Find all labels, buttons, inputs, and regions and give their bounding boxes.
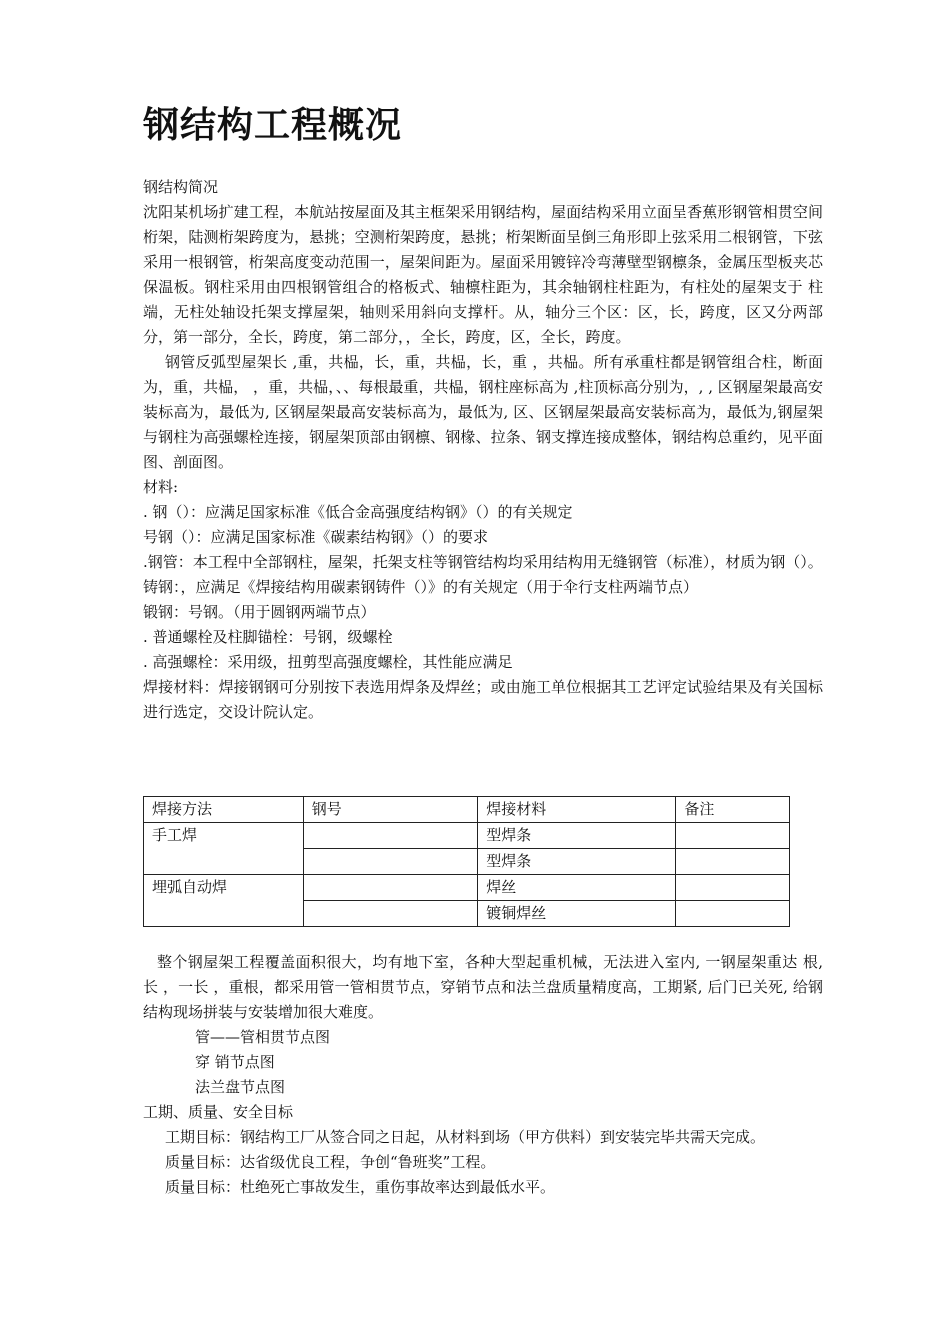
figure-caption: 穿 销节点图 xyxy=(195,1053,275,1071)
table-header-row xyxy=(144,797,790,823)
material-item: . 高强螺栓：采用级，扭剪型高强度螺栓，其性能应满足 xyxy=(143,653,513,671)
section-heading-overview: 钢结构简况 xyxy=(143,178,219,196)
figure-caption: 管——管相贯节点图 xyxy=(195,1028,331,1046)
table-cell xyxy=(676,875,790,901)
table-cell-material: 型焊条 xyxy=(478,849,676,875)
table-header-cell: 焊接材料 xyxy=(478,797,676,823)
material-item: 铸钢：，应满足《焊接结构用碳素钢铸件（）》的有关规定（用于伞行支柱两端节点） xyxy=(143,578,699,596)
paragraph-project-description: 沈阳某机场扩建工程，本航站按屋面及其主框架采用钢结构，屋面结构采用立面呈香蕉形钢管相贯空间桁架，陆测桁架跨度为，悬挑；空测桁架跨度，悬挑；桁架断面呈倒三角形即上弦采用二根钢管，下弦采用一根钢管，桁架高度变动范围一，屋架间距为。屋面采用镀锌冷弯薄壁型钢檩条，金属压型板夹芯保温板。钢柱采用由四根钢管组合的格板式、轴檩柱距为，其余轴钢柱柱距为，有柱处的屋架支于 柱端，无柱处轴设托架支撑屋架，轴则采用斜向支撑杆。从，轴分三个区：区，长，跨度，区又分两部分，第一部分，全长，跨度，第二部分，，全长，跨度，区，全长，跨度。 xyxy=(143,203,823,346)
material-item: . 普通螺栓及柱脚锚栓：号钢，级螺栓 xyxy=(143,628,393,646)
table-cell-method: 手工焊 xyxy=(144,823,304,875)
table-cell xyxy=(676,823,790,849)
goal-schedule: 工期目标：钢结构工厂从签合同之日起，从材料到场（甲方供料）到安装完毕共需天完成。 xyxy=(165,1128,766,1146)
table-cell xyxy=(303,875,478,901)
table-cell xyxy=(303,823,478,849)
table-cell xyxy=(676,849,790,875)
table-header-cell: 钢号 xyxy=(303,797,478,823)
material-item: 焊接材料：焊接钢钢可分别按下表选用焊条及焊丝；或由施工单位根据其工艺评定试验结果及有关国标进行选定，交设计院认定。 xyxy=(143,678,823,721)
table-cell-material: 镀铜焊丝 xyxy=(478,901,676,927)
goal-quality: 质量目标：达省级优良工程，争创“鲁班奖”工程。 xyxy=(165,1153,496,1171)
material-item: .钢管：本工程中全部钢柱，屋架，托架支柱等钢管结构均采用结构用无缝钢管（标准），材质为钢（）。 xyxy=(143,553,823,571)
figure-caption: 法兰盘节点图 xyxy=(195,1078,286,1096)
table-cell xyxy=(676,901,790,927)
table-cell xyxy=(303,901,478,927)
table-header-cell: 焊接方法 xyxy=(144,797,304,823)
material-item: 号钢（）：应满足国家标准《碳素结构钢》（）的要求 xyxy=(143,528,489,546)
table-cell-method: 埋弧自动焊 xyxy=(144,875,304,927)
section-overview xyxy=(143,175,823,725)
table-cell-material: 型焊条 xyxy=(478,823,676,849)
section-heading-goals: 工期、质量、安全目标 xyxy=(143,1103,294,1121)
document-title: 钢结构工程概况 xyxy=(143,105,403,146)
paragraph-roof-truss: 钢管反弧型屋架长 ,重，共榀，长，重，共榀，长，重 ，共榀。所有承重柱都是钢管组合柱，断面为，重，共榀， ，重，共榀，、、每根最重，共榀，钢柱座标高为 ,柱顶标高分别为，, , 区钢屋架最高安装标高为，最低为, 区钢屋架最高安装标高为，最低为, 区、区钢屋架最高安装标高为，最低为,钢屋架与钢柱为高强螺栓连接，钢屋架顶部由钢檩、钢椽、拉条、钢支撑连接成整体，钢结构总重约，见平面图、剖面图。 xyxy=(143,353,823,471)
paragraph-construction-difficulty: 整个钢屋架工程覆盖面积很大，均有地下室，各种大型起重机械，无法进入室内, 一钢屋架重达 根, 长 ，一长 ，重根，都采用管一管相贯节点，穿销节点和法兰盘质量精度高，工期紧, 后门已关死, 给钢结构现场拼装与安装增加很大难度。 xyxy=(143,953,823,1021)
welding-table xyxy=(143,796,790,927)
table-header-cell: 备注 xyxy=(676,797,790,823)
table-cell-material: 焊丝 xyxy=(478,875,676,901)
table-row xyxy=(144,875,790,901)
materials-heading: 材料: xyxy=(143,478,179,496)
material-item: 锻钢：号钢。（用于圆钢两端节点） xyxy=(143,603,376,621)
table-cell xyxy=(303,849,478,875)
goal-safety: 质量目标：杜绝死亡事故发生，重伤事故率达到最低水平。 xyxy=(165,1178,556,1196)
material-item: . 钢（）：应满足国家标准《低合金高强度结构钢》（）的有关规定 xyxy=(143,503,573,521)
table-row xyxy=(144,823,790,849)
section-construction xyxy=(143,950,823,1200)
